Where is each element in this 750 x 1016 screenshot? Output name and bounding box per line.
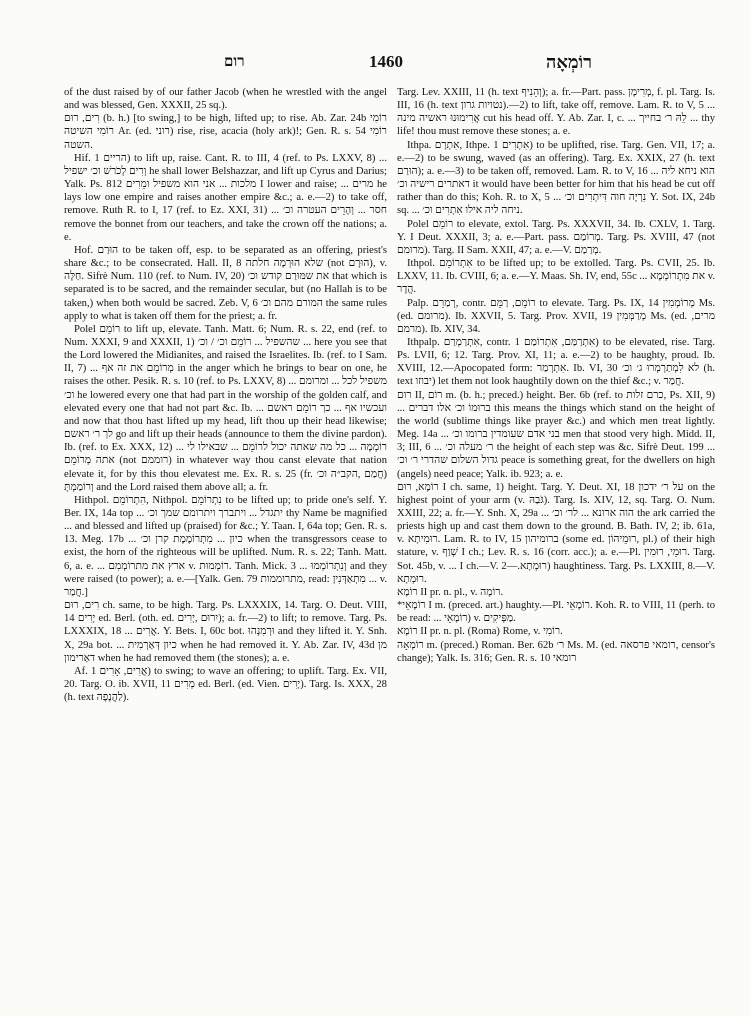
running-head-left: רום [224,54,245,70]
page-number: 1460 [369,52,403,71]
page-header [64,52,708,78]
entry-rim-rum: רִים, רוּם (b. h.) [to swing,] to be high, lifted up; to rise. Ab. Zar. 24b רוֹמִי רוֹמִי השיטה Ar. (ed. רוני) rise, rise, acacia (holy ark)!; Gen. R. s. 54 רוֹמִי השטה. [64,113,387,151]
entry-romai: *רוֹמָאֵי I m. (preced. art.) haughty.—Pl. רוֹמָאֵי. Koh. R. to VIII, 11 (perh. to be read: ... רוֹמָאֵי) v. מַפְּיקִים. [397,600,715,625]
entry-palp: Palp. רְמַרֵם, contr. רוֹמֵם, רַמֵּם to elevate. Targ. Ps. IX, 14 מְרוֹמְמִין Ms. (ed. מרומם). Ib. XXVII, 5. Targ. Prov. XVII, 19 מְרַמְּמִין Ms. (ed. מרים, מרמם). Ib. XIV, 34. [397,297,715,335]
entry-polel: Polel רוֹמֵם to lift up, elevate. Tanh. Matt. 6; Num. R. s. 22, end (ref. to Num. XXXI, 9 and XXXII, 1) שהשפיל ... רוֹמֵם וכ׳ / וכ׳ ... here you see that the Lord lowered the Midianites, and raised the Israelites. Ib. (ref. to I Sam. II, 7) ... מְרוֹמֵם את זה אף in the anger which he brings to bear on one, he raises the other. Pesik. R. s. 10 (ref. to Ps. LXXV, 8) ... משפיל לכל ... ומרומם וכ׳ he lowered every one that had part in the worship of the golden calf, and elevated every one that had not part &c. Ib. ... ועכשיו אף ... כך רוֹמֵם ראשם and now that thou hast lifted up my head, lift thou up their head likewise; לך ר׳ ראשם go and lift up their heads (announce to them the divine pardon). Ib. (ref. to Ex. XXX, 12) ... רוֹמְמָה ... כל מה שאתה יכול לרוֹמֵם ... שבאילו לי אתה מְרוֹמֵם (not רוממם) in whatever way thou canst elevate that nation elevate it, for by this thou elevatest me. Ex. R. s. 25 (fr. חֲמַם ,הקב״ה וכ׳) וְרוֹמַמְתָּ and the Lord raised them above all; a. fr. [64,323,387,493]
left-column [64,86,387,1004]
entry-polel-ch: Polel רוֹמֵם to elevate, extol. Targ. Ps. XXXVII, 34. Ib. CXLV, 1. Targ. Y. I Deut. XXXII, 3; a. e.—Part. pass. מְרוֹמַם. Targ. Ps. XVIII, 47 (not מרומם). Targ. II Sam. XXII, 47; a. e.—V. מְרַמַם. [397,218,715,256]
entry-rum-ii: רוּם II, רוֹם m. (b. h.; preced.) height. Ber. 6b (ref. to כרם זלות, Ps. XII, 9) ... ברוּמוֹ וכ׳ אלו דברים this means the things which stand on the height of the world (sublime things like prayer &c.) and which men treat lightly. Meg. 14a ... בני אדם שעומדין ברומו וכ׳ men that stood very high. Midd. II, 3; III, 6 ... ר׳ מעלה וכ׳ the height of each step was &c. Sifrè Deut. 199 ... גדול השלום שהדרי ר׳ וכ׳ peace is something great, for the dwellers on high (angels) need peace; Yalk. ib. 923; a. e. [397,389,715,480]
entry-romaah: רוֹמְאָה m. (preced.) Roman. Ber. 62b ר׳ Ms. M. (ed. רומאי פרסאה, censor's change); Yalk. Is. 316; Gen. R. s. 10 רומאי [397,639,715,664]
entry-ithpalp: Ithpalp. אִתְרַמְרַם, contr. אִתְרַמַּם, אִתְרוֹמַם 1) to be elevated, rise. Targ. Ps. LVII, 6; 12. Targ. Prov. XI, 11; a. e.—2) to be haughty, proud. Ib. XVIII, 12.—Apocopated form: אִתְרְמַר. Ib. VI, 30 לא לִמְתַרְמְרוּ ג׳ וכ׳ (h. text יבוזו) let them not look haughtily down on the thief &c.; v. חֲמַר. [397,336,715,388]
right-column [397,86,715,1004]
running-head-right: רוֹמְאָה [545,52,592,72]
entry-af-continued: Targ. Lev. XXIII, 11 (h. text וְהֵנִיף); a. fr.—Part. pass. מְרִימָן, f. pl. Targ. Is. III, 16 (h. text נטויות גרון).—2) to lift, take off, remove. Lam. R. to V, 5 ... אֲרִימוּנוּ ראשיה מינה cut his head off. Y. Ab. Zar. I, c. ... לֵהּ ר׳ בחייך ... thy life! thou must remove these stones; a. e. [397,87,715,138]
entry-ithpol-ch: Ithpol. אִתְרוֹמֵם to be lifted up; to be extolled. Targ. Ps. CVII, 25. Ib. LXXV, 11. Ib. CVIII, 6; a. e.—Y. Maas. Sh. IV, end, 55c ... את מִתְרוֹמְמָא v. הֲדָר. [397,258,715,296]
entry-roma-ii: רוֹמָא II pr. n. pl., v. רוֹמָה. [397,586,504,598]
entry-rim-rum-ch: רִים, רוּם ch. same, to be high. Targ. Ps. LXXXIX, 14. Targ. O. Deut. VIII, 14 יָרִים ed. Berl. (oth. ed. יִרוּם ,יְרִים); a. fr.—2) to lift; to remove. Targ. Ps. LXXXIX, 18 ... אֲרִים. Y. Bets. I, 60c bot. וּרְמִנְהוּ and they lifted it. Y. Snh. X, 29a bot. ... כיון דְּאַרְמִית when he had removed it. Y. Ab. Zar. IV, 43d מן דאַרימון when he had removed them (the stones); a. e. [64,600,387,664]
entry-hof: Hof. הוּרַם to be taken off, esp. to be separated as an offering, priest's share &c.; to be consecrated. Hall. II, 8 שלא הוּרְמָה חלתה (not הוּרָם), v. חַלָּה. Sifrè Num. 110 (ref. to Num. IV, 20) את שמּוּרַם קודש וכ׳ that which is separated is to be sacred, and the remainder secular, but (no Hallah is to be taken,) when both would be sacred. Zeb. V, 6 המורם מהם וכ׳ the same rules apply to what is taken off them for the priest; a. fr. [64,244,387,322]
entry-roma-rome: רוֹמָא II pr. n. pl. (Roma) Rome, v. רוֹמִי. [397,626,563,638]
entry-af: Af. אֲרִים, אָרִים 1) to swing; to wave an offering; to uplift. Targ. Ex. VII, 20. Targ. O. ib. XVII, 11 מְרִים ed. Berl. (ed. Vien. יָרִים). Targ. Is. XXX, 28 (h. text לַהֲנָפָה). [64,665,387,704]
entry-roma-i: רוֹמָא, רוּם I ch. same, 1) height. Targ. Y. Deut. XI, 18 על ר׳ ידכון on the highest point of your arm (v. גֹּבַהּ). Targ. Is. XIV, 12, sq. Targ. O. Num. XXIII, 22; a. fr.—Y. Snh. X, 29a ... הוה ארונא ... לר׳ וכ׳ the ark carried the priests high up and cast them down to the ground. B. Bath. IV, 2; ib. 61a, v. רוּמִיתָא. Lam. R. to IV, 15 ברומיהון (some ed. רוּמֵיהוֹן, pl.) of their high stature, v. שְׁוַף I ch.; Lev. R. s. 16 (corr. acc.); a. e.—Pl. רוּמֵי, רוּמִין. Targ. Sot. 45b, v. ... I ch.—V. רוּמְתָא.—2) haughtiness. Targ. Ps. LXXIII, 8.—V. רוּמְתָא. [397,481,715,585]
entry-hif: Hif. הריים 1) to lift up, raise. Cant. R. to III, 4 (ref. to Ps. LXXV, 8) ... וְרִים לְכֹרשׁ וכ׳ ישפיל he shall lower Belshazzar, and lift up Cyrus and Darius; Yalk. Ps. 812 מלכות ... אני הוא משפיל ומֵרִים I lower and raise; ... מרים he lays low one empire and raises another empire &c.; a. e.—2) to take off, remove. Ruth R. to I, 17 (ref. to Ez. XXI, 31) ... חסר ... וְהָרֵים העטרה וכ׳ remove the bonnet from our teachers, and take the crown off the nations; a. e. [64,152,387,243]
entry-hithpol: Hithpol. הִתְרוֹמֵם, Nithpol. נִתְרוֹמֵם to be lifted up; to pride one's self. Y. Ber. IX, 14a top ... יתגדל ... ויתברך ויתרומם שמך וכ׳ thy Name be magnified ... and blessed and lifted up (praised) for &c.; Y. Taan. I, 64a top; Gen. R. s. 13. Meg. 17b ... כיון ... מִתְרוֹמֶמֶת קרן וכ׳ when the transgressors cease to exist, the horn of the righteous will be uplifted. Num. R. s. 22; Tanh. Matt. 6, a. e. ... ארץ את מתרוֹמְמִם v. רוֹמְמוּת. Tanh. Mick. 3 ... וְנִתְרוֹמְמוּ and they were raised (to power); a. e.—[Yalk. Gen. 79 מתרוממות, read: מִתְאַדְּנִין ... v. חֲמַר.] [64,494,387,598]
entry-ithpa: Ithpa. אִתְרָם, Ithpe. אִתְרִים 1) to be uplifted, rise. Targ. Gen. VII, 17; a. e.—2) to be swung, waved (as an offering). Targ. Ex. XXIX, 27 (h. text הוּרַם); a. e.—3) to be taken off, removed. Lam. R. to V, 16 הוא ניחא ליה ... דאתרים רישיה וכ׳ it would have been better for him that his head be cut off rather than do this; Koh. R. to X, 5 ... נִרְיָה חוה דִּיתְרִים וכ׳ Y. Sot. IX, 24b sq. ... ניחה ליה אילו אִתְרִים וכ׳. [397,139,715,217]
entry-continuation: of the dust raised by of our father Jacob (when he wrestled with the angel and was blessed, Gen. XXXII, 25 sq.). [64,87,387,112]
